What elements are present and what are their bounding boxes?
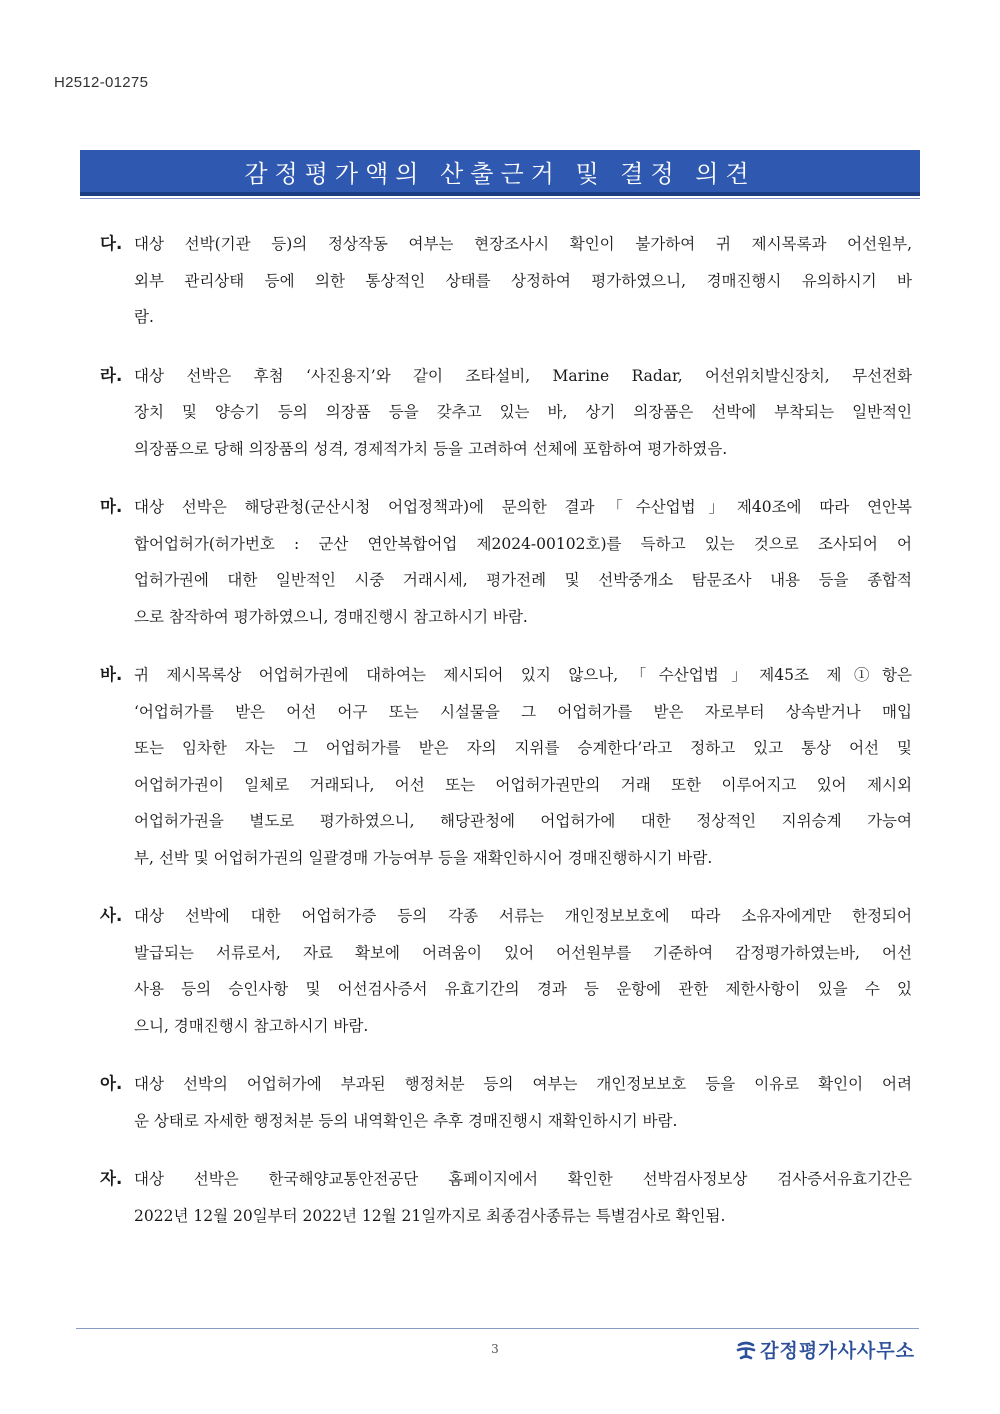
item-marker: 바. xyxy=(100,665,123,684)
opinion-item xyxy=(100,489,912,635)
opinion-item xyxy=(100,898,912,1044)
item-text-line: 어업허가권이 일체로 거래되나, 어선 또는 어업허가권만의 거래 또한 이루어지고 있어 제시외 xyxy=(134,775,912,794)
item-text xyxy=(134,1066,912,1139)
item-text-line: 대상 선박(기관 등)의 정상작동 여부는 현장조사시 확인이 불가하여 귀 제시목록과 어선원부, xyxy=(134,235,912,253)
item-text-line: 대상 선박에 대한 어업허가증 등의 각종 서류는 개인정보보호에 따라 소유자에게만 한정되어 xyxy=(134,907,912,925)
office-signature xyxy=(735,1336,915,1363)
item-text xyxy=(134,489,912,635)
item-text-line: 장치 및 양승기 등의 의장품 등을 갖추고 있는 바, 상기 의장품은 선박에 부착되는 일반적인 xyxy=(134,403,912,421)
item-marker: 라. xyxy=(100,365,123,385)
item-text-line: 귀 제시목록상 어업허가권에 대하여는 제시되어 있지 않으나,「수산업법」제45조 제①항은 xyxy=(134,666,912,684)
item-text xyxy=(134,898,912,1044)
item-marker: 다. xyxy=(100,234,123,253)
item-text-line: 람. xyxy=(134,308,154,326)
opinion-item xyxy=(100,226,912,336)
item-marker: 자. xyxy=(100,1169,123,1188)
item-text-line: 의장품으로 당해 의장품의 성격, 경제적가치 등을 고려하여 선체에 포함하여 평가하였음. xyxy=(134,439,728,458)
item-text xyxy=(134,358,912,468)
opinion-item xyxy=(100,1161,912,1234)
item-text-line: 또는 임차한 자는 그 어업허가를 받은 자의 지위를 승계한다’라고 정하고 있고 통상 어선 및 xyxy=(134,739,912,757)
title-underline xyxy=(80,198,920,199)
opinion-item xyxy=(100,358,912,468)
item-marker: 사. xyxy=(100,906,123,925)
item-text-line: ‘어업허가를 받은 어선 어구 또는 시설물을 그 어업허가를 받은 자로부터 상속받거나 매입 xyxy=(134,702,912,721)
item-text xyxy=(134,1161,912,1234)
item-text-line: 업허가권에 대한 일반적인 시중 거래시세, 평가전례 및 선박중개소 탐문조사 내용 등을 종합적 xyxy=(134,571,912,589)
section-title: 감정평가액의 산출근거 및 결정 의견 xyxy=(244,159,756,188)
section-title-bar xyxy=(80,150,920,196)
item-text-line: 대상 선박은 해당관청(군산시청 어업정책과)에 문의한 결과「수산업법」제40조에 따라 연안복 xyxy=(134,498,912,516)
item-text-line: 외부 관리상태 등에 의한 통상적인 상태를 상정하여 평가하였으니, 경매진행시 유의하시기 바 xyxy=(134,271,912,290)
item-text-line: 발급되는 서류로서, 자료 확보에 어려움이 있어 어선원부를 기준하여 감정평가하였는바, 어선 xyxy=(134,943,912,962)
document-id: H2512-01275 xyxy=(54,74,149,91)
office-name: 감정평가사사무소 xyxy=(760,1340,915,1362)
opinion-list xyxy=(100,226,912,1256)
item-marker: 마. xyxy=(100,497,123,516)
page-number: 3 xyxy=(491,1342,499,1356)
opinion-item xyxy=(100,657,912,876)
item-text-line: 대상 선박의 어업허가에 부과된 행정처분 등의 여부는 개인정보보호 등을 이유로 확인이 어려 xyxy=(134,1075,912,1093)
item-text-line: 운 상태로 자세한 행정처분 등의 내역확인은 추후 경매진행시 재확인하시기 바람. xyxy=(134,1111,678,1130)
office-logo-icon xyxy=(735,1339,757,1361)
item-text-line: 으로 참작하여 평가하였으니, 경매진행시 참고하시기 바람. xyxy=(134,607,528,626)
item-text-line: 대상 선박은 후첨 ‘사진용지’와 같이 조타설비, Marine Radar, 어선위치발신장치, 무선전화 xyxy=(134,366,912,385)
item-marker: 아. xyxy=(100,1074,123,1093)
item-text-line: 합어업허가(허가번호 : 군산 연안복합어업 제2024-00102호)를 득하고 있는 것으로 조사되어 어 xyxy=(134,534,912,553)
item-text-line: 2022년 12월 20일부터 2022년 12월 21일까지로 최종검사종류는 특별검사로 확인됨. xyxy=(134,1206,726,1225)
item-text xyxy=(134,226,912,336)
item-text-line: 어업허가권을 별도로 평가하였으니, 해당관청에 어업허가에 대한 정상적인 지위승계 가능여 xyxy=(134,812,912,830)
item-text-line: 대상 선박은 한국해양교통안전공단 홈페이지에서 확인한 선박검사정보상 검사증서유효기간은 xyxy=(134,1170,912,1188)
footer-divider xyxy=(76,1328,919,1329)
item-text-line: 부, 선박 및 어업허가권의 일괄경매 가능여부 등을 재확인하시어 경매진행하시기 바람. xyxy=(134,848,713,867)
item-text xyxy=(134,657,912,876)
item-text-line: 사용 등의 승인사항 및 어선검사증서 유효기간의 경과 등 운항에 관한 제한사항이 있을 수 있 xyxy=(134,980,912,998)
item-text-line: 으니, 경매진행시 참고하시기 바람. xyxy=(134,1016,369,1035)
opinion-item xyxy=(100,1066,912,1139)
